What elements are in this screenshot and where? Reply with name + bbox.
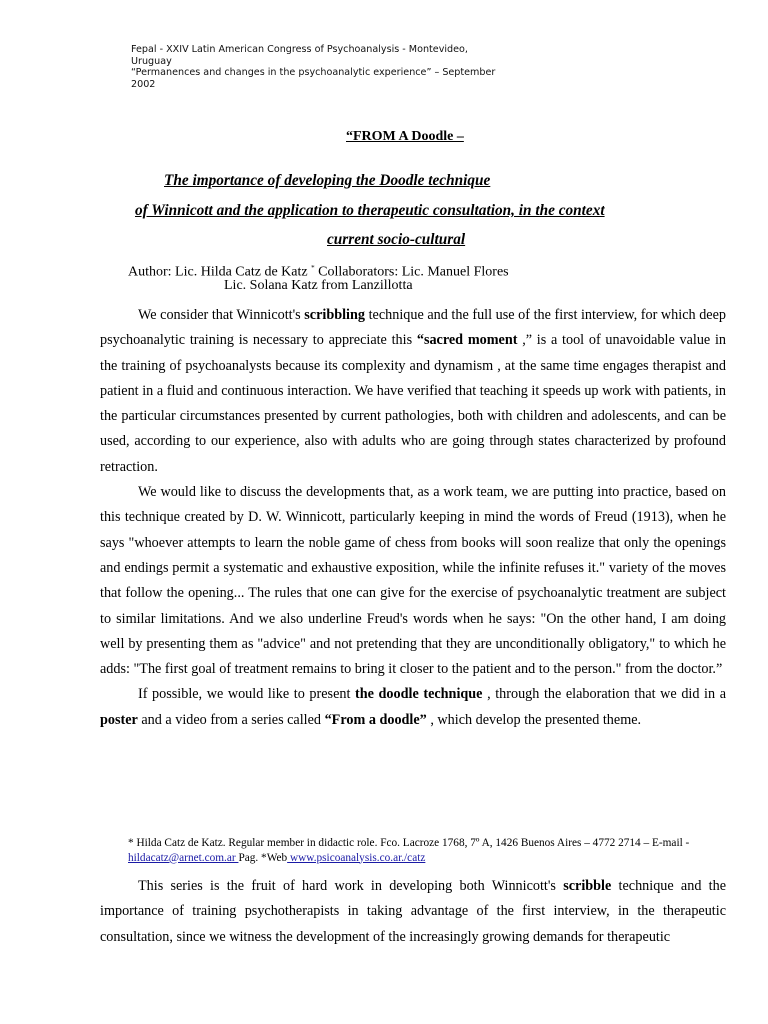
text-run: We consider that Winnicott's [138,307,305,323]
collaborator-line: Lic. Solana Katz from Lanzillotta [224,278,413,293]
text-run: technique and the importance of training psychotherapists in taking advantage of the first interview, in the therapeutic consultation, since we witness the development of the increasingly growing demands for therapeutic [100,878,726,945]
page-title: “FROM A Doodle – [346,129,464,144]
paragraph [100,874,726,950]
footnote [128,836,708,865]
document-header [131,44,511,90]
footnote-marker: * [311,264,315,272]
body-text-continued [100,874,726,950]
text-run: ,” is a tool of unavoidable value in the training of psychoanalysts because its complexity and dynamism , at the same time engages therapist and patient in a fluid and continuous interaction. We have verified that teaching it speeds up work with patients, in the particular circumstances presented by current pathologies, both with children and adolescents, and can be used, according to our experience, also with adults who are going through states characterized by profound retraction. [100,332,726,475]
bold-term: “From a doodle” [324,711,427,728]
bold-term: scribbling [304,307,365,323]
text-run: If possible, we would like to present [138,686,356,703]
bold-term: poster [100,711,138,728]
header-line: 2002 [131,78,156,90]
collaborators: Collaborators: Lic. Manuel Flores [314,264,509,280]
text-run: technique and the full use of the first interview, for which deep psychoanalytic training is necessary to appreciate this [100,307,726,349]
footnote-mark: * [128,837,134,849]
subtitle-line-2: of Winnicott and the application to therapeutic consultation, in the context [135,202,605,219]
body-text [100,303,726,733]
text-run: , through the elaboration that we did in a [482,686,726,703]
footnote-text: Pag. *Web [238,851,288,864]
paragraph [100,682,726,733]
paragraph [100,303,726,480]
subtitle-line-1: The importance of developing the Doodle technique [164,172,491,189]
footnote-text: Hilda Catz de Katz. Regular member in didactic role. Fco. Lacroze 1768, 7º A, 1426 Buenos Aires – 4772 2714 – E-mail - [133,837,690,849]
email-link[interactable]: hildacatz@arnet.com.ar [128,851,239,864]
text-run: , which develop the presented theme. [426,711,642,728]
bold-term: scribble [563,878,612,894]
subtitle-line-3: current socio-cultural [327,231,466,248]
header-line: Uruguay [131,55,172,67]
paragraph: We would like to discuss the developments that, as a work team, we are putting into practice, based on this technique created by D. W. Winnicott, particularly keeping in mind the words of Freud (1913), when he says "whoever attempts to learn the noble game of chess from books will soon realize that only the openings and endings permit a systematic and exhaustive exposition, while the infinite refuses it." variety of the moves that follow the opening... The rules that one can give for the exercise of psychoanalytic treatment are subject to similar limitations. And we also underline Freud's words when he says: "On the other hand, I am doing well by presenting them as "advice" and not pretending that they are unconditionally obligatory," to which he adds: "The first goal of treatment remains to bring it closer to the patient and to the person." from the doctor.” [100,484,726,678]
bold-term: the doodle technique [355,686,483,703]
text-run: and a video from a series called [137,711,325,728]
author-name: Author: Lic. Hilda Catz de Katz [128,264,312,280]
text-run: This series is the fruit of hard work in developing both Winnicott's [138,878,564,894]
bold-term: “sacred moment [416,332,518,349]
header-line: Fepal - XXIV Latin American Congress of Psychoanalysis - Montevideo, [131,44,468,55]
web-link[interactable]: www.psicoanalysis.co.ar./catz [287,851,426,864]
header-line: “Permanences and changes in the psychoanalytic experience” – September [131,67,496,79]
